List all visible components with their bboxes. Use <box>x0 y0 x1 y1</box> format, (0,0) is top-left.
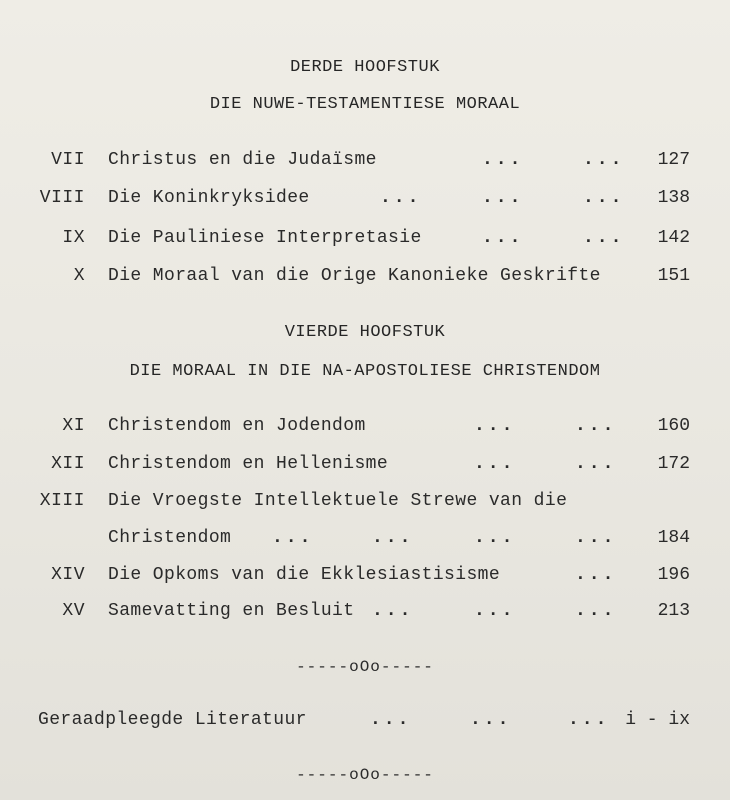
entry-title: Christendom en Jodendom <box>108 416 366 436</box>
leader-dots: ... <box>575 454 617 474</box>
leader-dots: ... <box>474 454 516 474</box>
entry-number: XI <box>62 416 85 436</box>
toc-entry <box>0 454 730 484</box>
entry-number: IX <box>62 228 85 248</box>
leader-dots: ... <box>583 150 625 170</box>
entry-page: 160 <box>657 416 690 436</box>
entry-title: Die Opkoms van die Ekklesiastisisme <box>108 565 501 585</box>
leader-dots: ... <box>575 601 617 621</box>
chapter-heading: DERDE HOOFSTUK <box>290 58 440 77</box>
entry-title: Die Vroegste Intellektuele Strewe van die <box>108 491 568 511</box>
leader-dots: ... <box>372 601 414 621</box>
toc-entry <box>0 416 730 446</box>
toc-entry <box>0 491 730 521</box>
entry-title: Christus en die Judaïsme <box>108 150 377 170</box>
toc-entry-continued <box>0 528 730 558</box>
entry-number: XIV <box>51 565 85 585</box>
leader-dots: ... <box>482 150 524 170</box>
entry-page: 142 <box>657 228 690 248</box>
separator: -----oOo----- <box>296 658 434 676</box>
entry-page: 127 <box>657 150 690 170</box>
entry-title-continued: Christendom <box>108 528 232 548</box>
entry-title: Christendom en Hellenisme <box>108 454 389 474</box>
leader-dots: ... <box>575 565 617 585</box>
entry-title: Die Koninkryksidee <box>108 188 310 208</box>
chapter-heading: VIERDE HOOFSTUK <box>284 323 446 342</box>
leader-dots: ... <box>583 228 625 248</box>
entry-number: VII <box>51 150 85 170</box>
toc-entry <box>0 150 730 180</box>
leader-dots: ... <box>575 528 617 548</box>
leader-dots: ... <box>470 710 512 730</box>
entry-page: 151 <box>657 266 690 286</box>
entry-number: XV <box>62 601 85 621</box>
entry-page: 213 <box>657 601 690 621</box>
entry-page: 172 <box>657 454 690 474</box>
chapter-title: DIE MORAAL IN DIE NA-APOSTOLIESE CHRISTENDOM <box>129 362 601 381</box>
entry-title: Die Pauliniese Interpretasie <box>108 228 422 248</box>
entry-page: 184 <box>657 528 690 548</box>
entry-number: VIII <box>39 188 85 208</box>
leader-dots: ... <box>568 710 610 730</box>
entry-number: XIII <box>39 491 85 511</box>
leader-dots: ... <box>272 528 314 548</box>
entry-page: 196 <box>657 565 690 585</box>
leader-dots: ... <box>474 528 516 548</box>
bibliography-title: Geraadpleegde Literatuur <box>38 710 307 730</box>
leader-dots: ... <box>482 188 524 208</box>
toc-entry <box>0 565 730 595</box>
leader-dots: ... <box>370 710 412 730</box>
leader-dots: ... <box>372 528 414 548</box>
leader-dots: ... <box>575 416 617 436</box>
bibliography-pages: i - ix <box>625 710 690 730</box>
leader-dots: ... <box>380 188 422 208</box>
toc-entry <box>0 601 730 631</box>
toc-entry <box>0 228 730 258</box>
entry-number: X <box>73 266 85 286</box>
toc-entry <box>0 188 730 218</box>
entry-title: Die Moraal van die Orige Kanonieke Geskrifte <box>108 266 601 286</box>
leader-dots: ... <box>474 416 516 436</box>
leader-dots: ... <box>583 188 625 208</box>
toc-entry <box>0 266 730 296</box>
chapter-title: DIE NUWE-TESTAMENTIESE MORAAL <box>209 95 521 114</box>
entry-number: XII <box>51 454 85 474</box>
entry-page: 138 <box>657 188 690 208</box>
leader-dots: ... <box>474 601 516 621</box>
leader-dots: ... <box>482 228 524 248</box>
entry-title: Samevatting en Besluit <box>108 601 355 621</box>
separator: -----oOo----- <box>296 766 434 784</box>
